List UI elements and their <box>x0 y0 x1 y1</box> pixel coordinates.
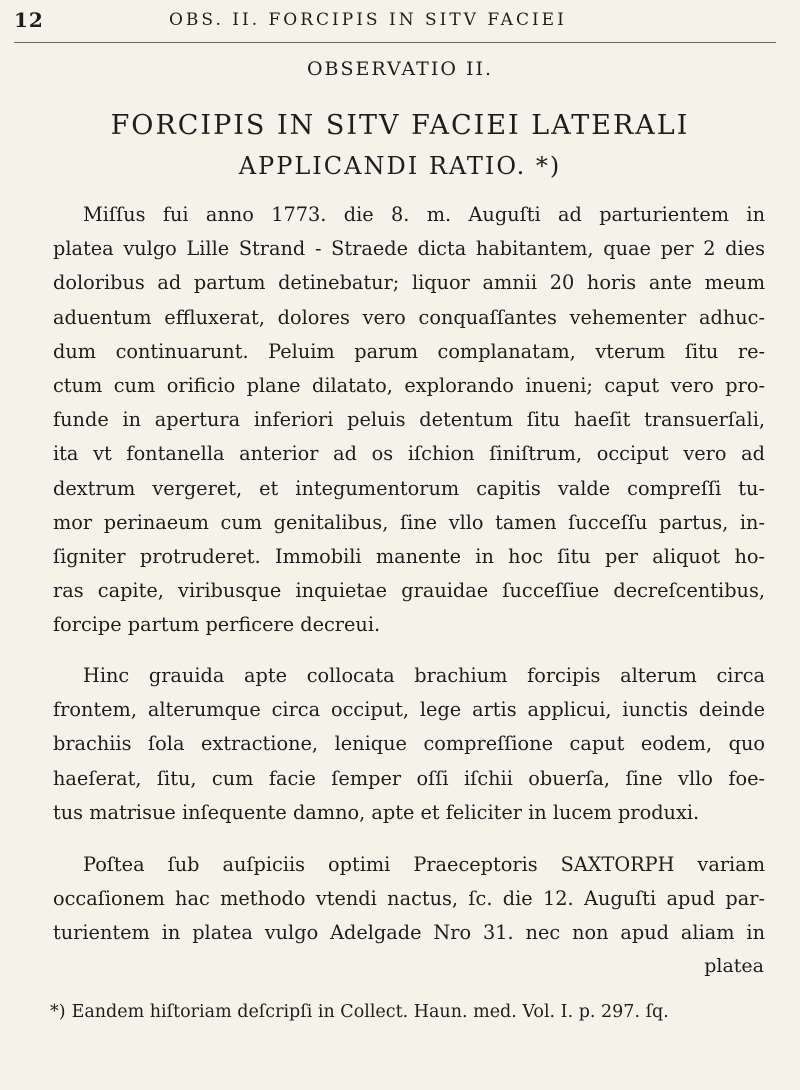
text-line: brachiis ſola extractione, lenique compreſſione caput eodem, quo <box>53 732 765 756</box>
text-line: turientem in platea vulgo Adelgade Nro 31. nec non apud aliam in <box>53 921 765 945</box>
text-line: dum continuarunt. Peluim parum complanatam, vterum ſitu re- <box>53 339 765 363</box>
text-line: aduentum effluxerat, dolores vero conquaſſantes vehementer adhuc- <box>53 305 765 329</box>
page-number: 12 <box>14 8 44 32</box>
paragraph-1 <box>53 198 765 643</box>
title-line-2: APPLICANDI RATIO. *) <box>238 152 562 180</box>
footnote-text: Eandem hiſtoriam deſcripſi in Collect. Haun. med. Vol. I. p. 297. ſq. <box>71 1002 669 1022</box>
text-line: occaſionem hac methodo vtendi nactus, ſc. die 12. Auguſti apud par- <box>53 887 765 911</box>
text-line: funde in apertura inferiori peluis detentum ſitu haeſit transuerſali, <box>53 408 765 432</box>
footnote-mark: *) <box>50 1002 66 1022</box>
text-line: ita vt fontanella anterior ad os iſchion ſiniſtrum, occiput vero ad <box>53 442 765 466</box>
catchword: platea <box>704 955 764 977</box>
paragraph-2 <box>53 659 765 830</box>
text-line: ctum cum orificio plane dilatato, explorando inueni; caput vero pro- <box>53 374 765 398</box>
text-line: frontem, alterumque circa occiput, lege artis applicui, iunctis deinde <box>53 698 765 722</box>
text-line: platea vulgo Lille Strand - Straede dicta habitantem, quae per 2 dies <box>53 237 765 261</box>
text-line: forcipe partum perficere decreui. <box>53 613 381 637</box>
text-line: mor perinaeum cum genitalibus, ſine vllo tamen ſucceſſu partus, in- <box>53 510 765 534</box>
running-title: OBS. II. FORCIPIS IN SITV FACIEI <box>169 10 567 30</box>
text-line: Miſſus fui anno 1773. die 8. m. Auguſti ad parturientem in <box>83 203 765 226</box>
observation-label: OBSERVATIO II. <box>306 58 493 80</box>
text-line: Hinc grauida apte collocata brachium forcipis alterum circa <box>83 664 765 687</box>
footnote <box>50 1002 770 1022</box>
text-line: ras capite, viribusque inquietae grauidae ſucceſſiue decreſcentibus, <box>53 579 765 603</box>
paragraph-3 <box>53 848 765 951</box>
text-line: doloribus ad partum detinebatur; liquor amnii 20 horis ante meum <box>53 271 765 295</box>
running-head <box>14 8 776 43</box>
title-line-1: FORCIPIS IN SITV FACIEI LATERALI <box>110 110 690 141</box>
text-line: Poſtea ſub auſpiciis optimi Praeceptoris SAXTORPH variam <box>83 853 765 876</box>
text-line: tus matrisue inſequente damno, apte et feliciter in lucem produxi. <box>53 800 700 824</box>
text-line: ſigniter protruderet. Immobili manente in hoc ſitu per aliquot ho- <box>53 545 765 569</box>
text-line: dextrum vergeret, et integumentorum capitis valde compreſſi tu- <box>53 476 765 500</box>
text-line: haeſerat, ſitu, cum facie ſemper oſſi iſchii obuerſa, ſine vllo foe- <box>53 766 765 790</box>
